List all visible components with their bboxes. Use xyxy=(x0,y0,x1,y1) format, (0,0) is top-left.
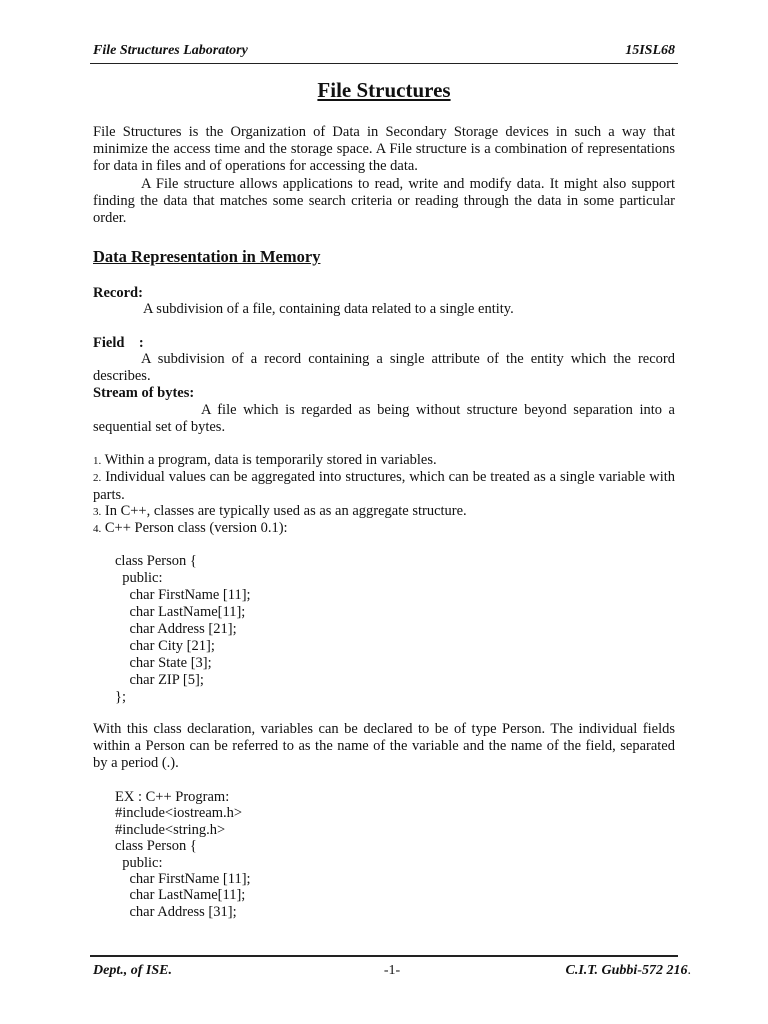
stream-definition: A file which is regarded as being without structure beyond separation into a sequential set of bytes. xyxy=(93,402,675,435)
code-line: char FirstName [11]; xyxy=(115,587,251,603)
section-heading: Data Representation in Memory xyxy=(93,247,321,266)
header-course-code: 15ISL68 xyxy=(625,43,675,58)
intro-paragraph-2: A File structure allows applications to read, write and modify data. It might also support finding the data that matches some search criteria or reading through the data in some particular order. xyxy=(93,176,675,226)
list-number: 3. xyxy=(93,506,102,518)
class-declaration-paragraph: With this class declaration, variables can be declared to be of type Person. The individual fields within a Person can be referred to as the name of the variable and the name of the field, separated by a period (.). xyxy=(93,721,675,771)
page-header xyxy=(93,43,675,59)
list-item xyxy=(93,503,675,521)
list-text: Within a program, data is temporarily stored in variables. xyxy=(104,452,437,468)
footer-department: Dept., of ISE. xyxy=(93,963,172,978)
code-line: class Person { xyxy=(115,838,197,855)
page-title: File Structures xyxy=(317,78,451,102)
code-line: #include<string.h> xyxy=(115,821,226,838)
code-line: char Address [21]; xyxy=(115,621,237,637)
header-rule xyxy=(90,63,678,64)
code-line: char State [3]; xyxy=(115,655,212,671)
code-line: EX : C++ Program: xyxy=(115,789,230,805)
code-line: public: xyxy=(115,570,163,586)
list-text: In C++, classes are typically used as as an aggregate structure. xyxy=(104,503,467,519)
stream-term: Stream of bytes: xyxy=(93,385,195,401)
page-footer xyxy=(93,963,691,979)
record-definition: A subdivision of a file, containing data related to a single entity. xyxy=(143,301,514,317)
code-line: class Person { xyxy=(115,553,197,569)
code-line: public: xyxy=(115,854,163,871)
code-line: char City [21]; xyxy=(115,638,215,654)
list-number: 2. xyxy=(93,472,102,484)
list-text: C++ Person class (version 0.1): xyxy=(104,520,288,536)
list-item xyxy=(93,469,675,504)
field-definition: A subdivision of a record containing a single attribute of the entity which the record describes. xyxy=(93,351,675,384)
code-line: }; xyxy=(115,689,126,705)
code-line: char LastName[11]; xyxy=(115,604,246,620)
code-line: char Address [31]; xyxy=(115,903,237,920)
list-item xyxy=(93,452,675,470)
list-number: 4. xyxy=(93,523,102,535)
list-item xyxy=(93,520,675,538)
footer-rule xyxy=(90,955,678,957)
code-block-cpp-program xyxy=(115,789,515,920)
code-block-person-class xyxy=(115,553,515,706)
field-term: Field : xyxy=(93,335,144,351)
code-line: char LastName[11]; xyxy=(115,887,246,904)
code-line: char ZIP [5]; xyxy=(115,672,204,688)
list-number: 1. xyxy=(93,455,102,467)
code-line: char FirstName [11]; xyxy=(115,871,251,888)
intro-paragraph-1: File Structures is the Organization of Data in Secondary Storage devices in such a way that minimize the access time and the storage space. A File structure is a combination of representations for data in files and of operations for accessing the data. xyxy=(93,124,675,174)
list-text: Individual values can be aggregated into structures, which can be treated as a single variable with parts. xyxy=(93,469,676,503)
record-term: Record: xyxy=(93,285,143,301)
code-line: #include<iostream.h> xyxy=(115,805,243,822)
footer-institution-period: . xyxy=(687,963,691,978)
footer-institution-name: C.I.T. Gubbi-572 216 xyxy=(565,963,688,978)
header-course-title: File Structures Laboratory xyxy=(93,43,248,58)
footer-page-number: -1- xyxy=(383,963,401,978)
